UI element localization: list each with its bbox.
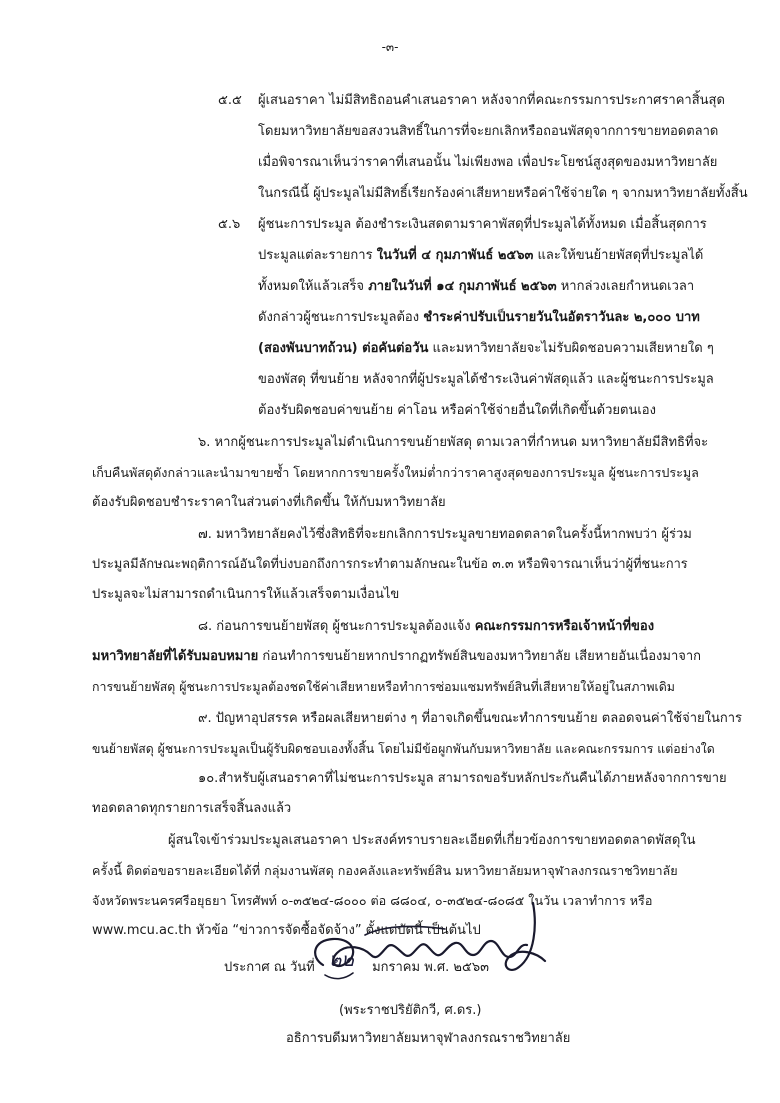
page-number: -๓- xyxy=(381,40,399,54)
para-6-line: ๖. หากผู้ชนะการประมูลไม่ดำเนินการขนย้ายพัสดุ ตามเวลาที่กำหนด มหาวิทยาลัยมีสิทธิที่จะ xyxy=(198,435,709,450)
contact-line: www.mcu.ac.th หัวข้อ “ข่าวการจัดซื้อจัดจ้าง” ตั้งแต่บัดนี้ เป็นต้นไป xyxy=(92,923,481,938)
text-run: ทั้งหมดให้แล้วเสร็จ xyxy=(258,279,365,294)
item-5-5-line: ในกรณีนี้ ผู้ประมูลไม่มีสิทธิ์เรียกร้องค่าเสียหายหรือค่าใช้จ่ายใด ๆ จากมหาวิทยาลัยทั้งสิ้น xyxy=(258,186,748,201)
item-5-5-line: ผู้เสนอราคา ไม่มีสิทธิถอนคำเสนอราคา หลังจากที่คณะกรรมการประกาศราคาสิ้นสุด xyxy=(258,93,725,108)
contact-line: จังหวัดพระนครศรีอยุธยา โทรศัพท์ ๐-๓๕๒๔-๘๐๐๐ ต่อ ๘๘๐๔, ๐-๓๕๒๔-๘๐๘๕ ในวัน เวลาทำการ หรือ xyxy=(92,893,653,908)
para-8-line: การขนย้ายพัสดุ ผู้ชนะการประมูลต้องชดใช้ค่าเสียหายหรือทำการซ่อมแซมทรัพย์สินที่เสียหายให้อยู่ในสภาพเดิม xyxy=(92,679,675,694)
item-5-6-line xyxy=(258,309,700,327)
assigned-university: มหาวิทยาลัยที่ได้รับมอบหมาย xyxy=(92,649,259,664)
para-7-line: ประมูลมีลักษณะพฤติการณ์อันใดที่บ่งบอกถึงการกระทำตามลักษณะในข้อ ๓.๓ หรือพิจารณาเห็นว่าผู้ที่ชนะการ xyxy=(92,557,688,572)
deadline-payment: ในวันที่ ๔ กุมภาพันธ์ ๒๕๖๓ xyxy=(376,248,534,263)
item-number: ๕.๕ xyxy=(218,93,242,108)
para-8-line xyxy=(198,618,654,636)
item-5-5-line: โดยมหาวิทยาลัยขอสงวนสิทธิ์ในการที่จะยกเลิกหรือถอนพัสดุจากการขายทอดตลาด xyxy=(258,124,719,139)
announce-prefix: ประกาศ ณ วันที่ xyxy=(224,960,315,975)
text-run: ก่อนทำการขนย้ายหากปรากฏทรัพย์สินของมหาวิทยาลัย เสียหายอันเนื่องมาจาก xyxy=(262,649,702,664)
para-9-line: ๙. ปัญหาอุปสรรค หรือผลเสียหายต่าง ๆ ที่อาจเกิดขึ้นขณะทำการขนย้าย ตลอดจนค่าใช้จ่ายในการ xyxy=(198,711,743,726)
deadline-removal: ภายในวันที่ ๑๔ กุมภาพันธ์ ๒๕๖๓ xyxy=(368,279,557,294)
para-6-line: ต้องรับผิดชอบชำระราคาในส่วนต่างที่เกิดขึ้น ให้กับมหาวิทยาลัย xyxy=(92,495,446,510)
item-5-6-line: ผู้ชนะการประมูล ต้องชำระเงินสดตามราคาพัสดุที่ประมูลได้ทั้งหมด เมื่อสิ้นสุดการ xyxy=(258,217,707,232)
text-run: ๘. ก่อนการขนย้ายพัสดุ ผู้ชนะการประมูลต้องแจ้ง xyxy=(198,619,471,634)
item-5-6-line xyxy=(258,340,714,358)
penalty-words: (สองพันบาทถ้วน) ต่อคันต่อวัน xyxy=(258,341,429,356)
signer-title: อธิการบดีมหาวิทยาลัยมหาจุฬาลงกรณราชวิทยาลัย xyxy=(286,1031,571,1046)
para-10-line: ทอดตลาดทุกรายการเสร็จสิ้นลงแล้ว xyxy=(92,801,292,816)
contact-line: ผู้สนใจเข้าร่วมประมูลเสนอราคา ประสงค์ทราบรายละเอียดที่เกี่ยวข้องการขายทอดตลาดพัสดุใน xyxy=(168,833,696,848)
text-run: และให้ขนย้ายพัสดุที่ประมูลได้ xyxy=(537,248,704,263)
item-5-6-line xyxy=(258,247,703,265)
text-run: หากล่วงเลยกำหนดเวลา xyxy=(560,279,695,294)
para-6-line: เก็บคืนพัสดุดังกล่าวและนำมาขายซ้ำ โดยหากการขายครั้งใหม่ต่ำกว่าราคาสูงสุดของการประมูล ผู้ชนะการประมูล xyxy=(92,465,699,480)
announce-month-year: มกราคม พ.ศ. ๒๕๖๓ xyxy=(372,960,489,975)
penalty-rate: ชำระค่าปรับเป็นรายวันในอัตราวันละ ๒,๐๐๐ บาท xyxy=(423,310,700,325)
text-run: ประมูลแต่ละรายการ xyxy=(258,248,373,263)
text-run: ดังกล่าวผู้ชนะการประมูลต้อง xyxy=(258,310,420,325)
text-run: และมหาวิทยาลัยจะไม่รับผิดชอบความเสียหายใด ๆ xyxy=(432,341,714,356)
item-5-5-line: เมื่อพิจารณาเห็นว่าราคาที่เสนอนั้น ไม่เพียงพอ เพื่อประโยชน์สูงสุดของมหาวิทยาลัย xyxy=(258,155,718,170)
para-8-line xyxy=(92,648,701,666)
signature-image xyxy=(305,895,565,990)
para-10-line: ๑๐.สำหรับผู้เสนอราคาที่ไม่ชนะการประมูล สามารถขอรับหลักประกันคืนได้ภายหลังจากการขาย xyxy=(198,771,727,786)
announce-day-handwritten: ๒๒ xyxy=(328,949,354,971)
item-5-6-line: ต้องรับผิดชอบค่าขนย้าย ค่าโอน หรือค่าใช้จ่ายอื่นใดที่เกิดขึ้นด้วยตนเอง xyxy=(258,403,656,418)
contact-line: ครั้งนี้ ติดต่อขอรายละเอียดได้ที่ กลุ่มงานพัสดุ กองคลังและทรัพย์สิน มหาวิทยาลัยมหาจุฬาลงกรณราชวิทยาลัย xyxy=(92,863,678,878)
para-7-line: ๗. มหาวิทยาลัยคงไว้ซึ่งสิทธิที่จะยกเลิกการประมูลขายทอดตลาดในครั้งนี้หากพบว่า ผู้ร่วม xyxy=(198,527,692,542)
item-5-6-line: ของพัสดุ ที่ขนย้าย หลังจากที่ผู้ประมูลได้ชำระเงินค่าพัสดุแล้ว และผู้ชนะการประมูล xyxy=(258,372,714,387)
para-9-line: ขนย้ายพัสดุ ผู้ชนะการประมูลเป็นผู้รับผิดชอบเองทั้งสิ้น โดยไม่มีข้อผูกพันกับมหาวิทยาลัย และคณะกรรมการ แต่อย่างใด xyxy=(92,742,715,756)
item-number: ๕.๖ xyxy=(218,217,241,232)
signer-name: (พระราชปริยัติกวี, ศ.ดร.) xyxy=(339,1003,482,1018)
notify-committee: คณะกรรมการหรือเจ้าหน้าที่ของ xyxy=(474,619,655,634)
para-7-line: ประมูลจะไม่สามารถดำเนินการให้แล้วเสร็จตามเงื่อนไข xyxy=(92,587,400,602)
item-5-6-line xyxy=(258,278,694,296)
